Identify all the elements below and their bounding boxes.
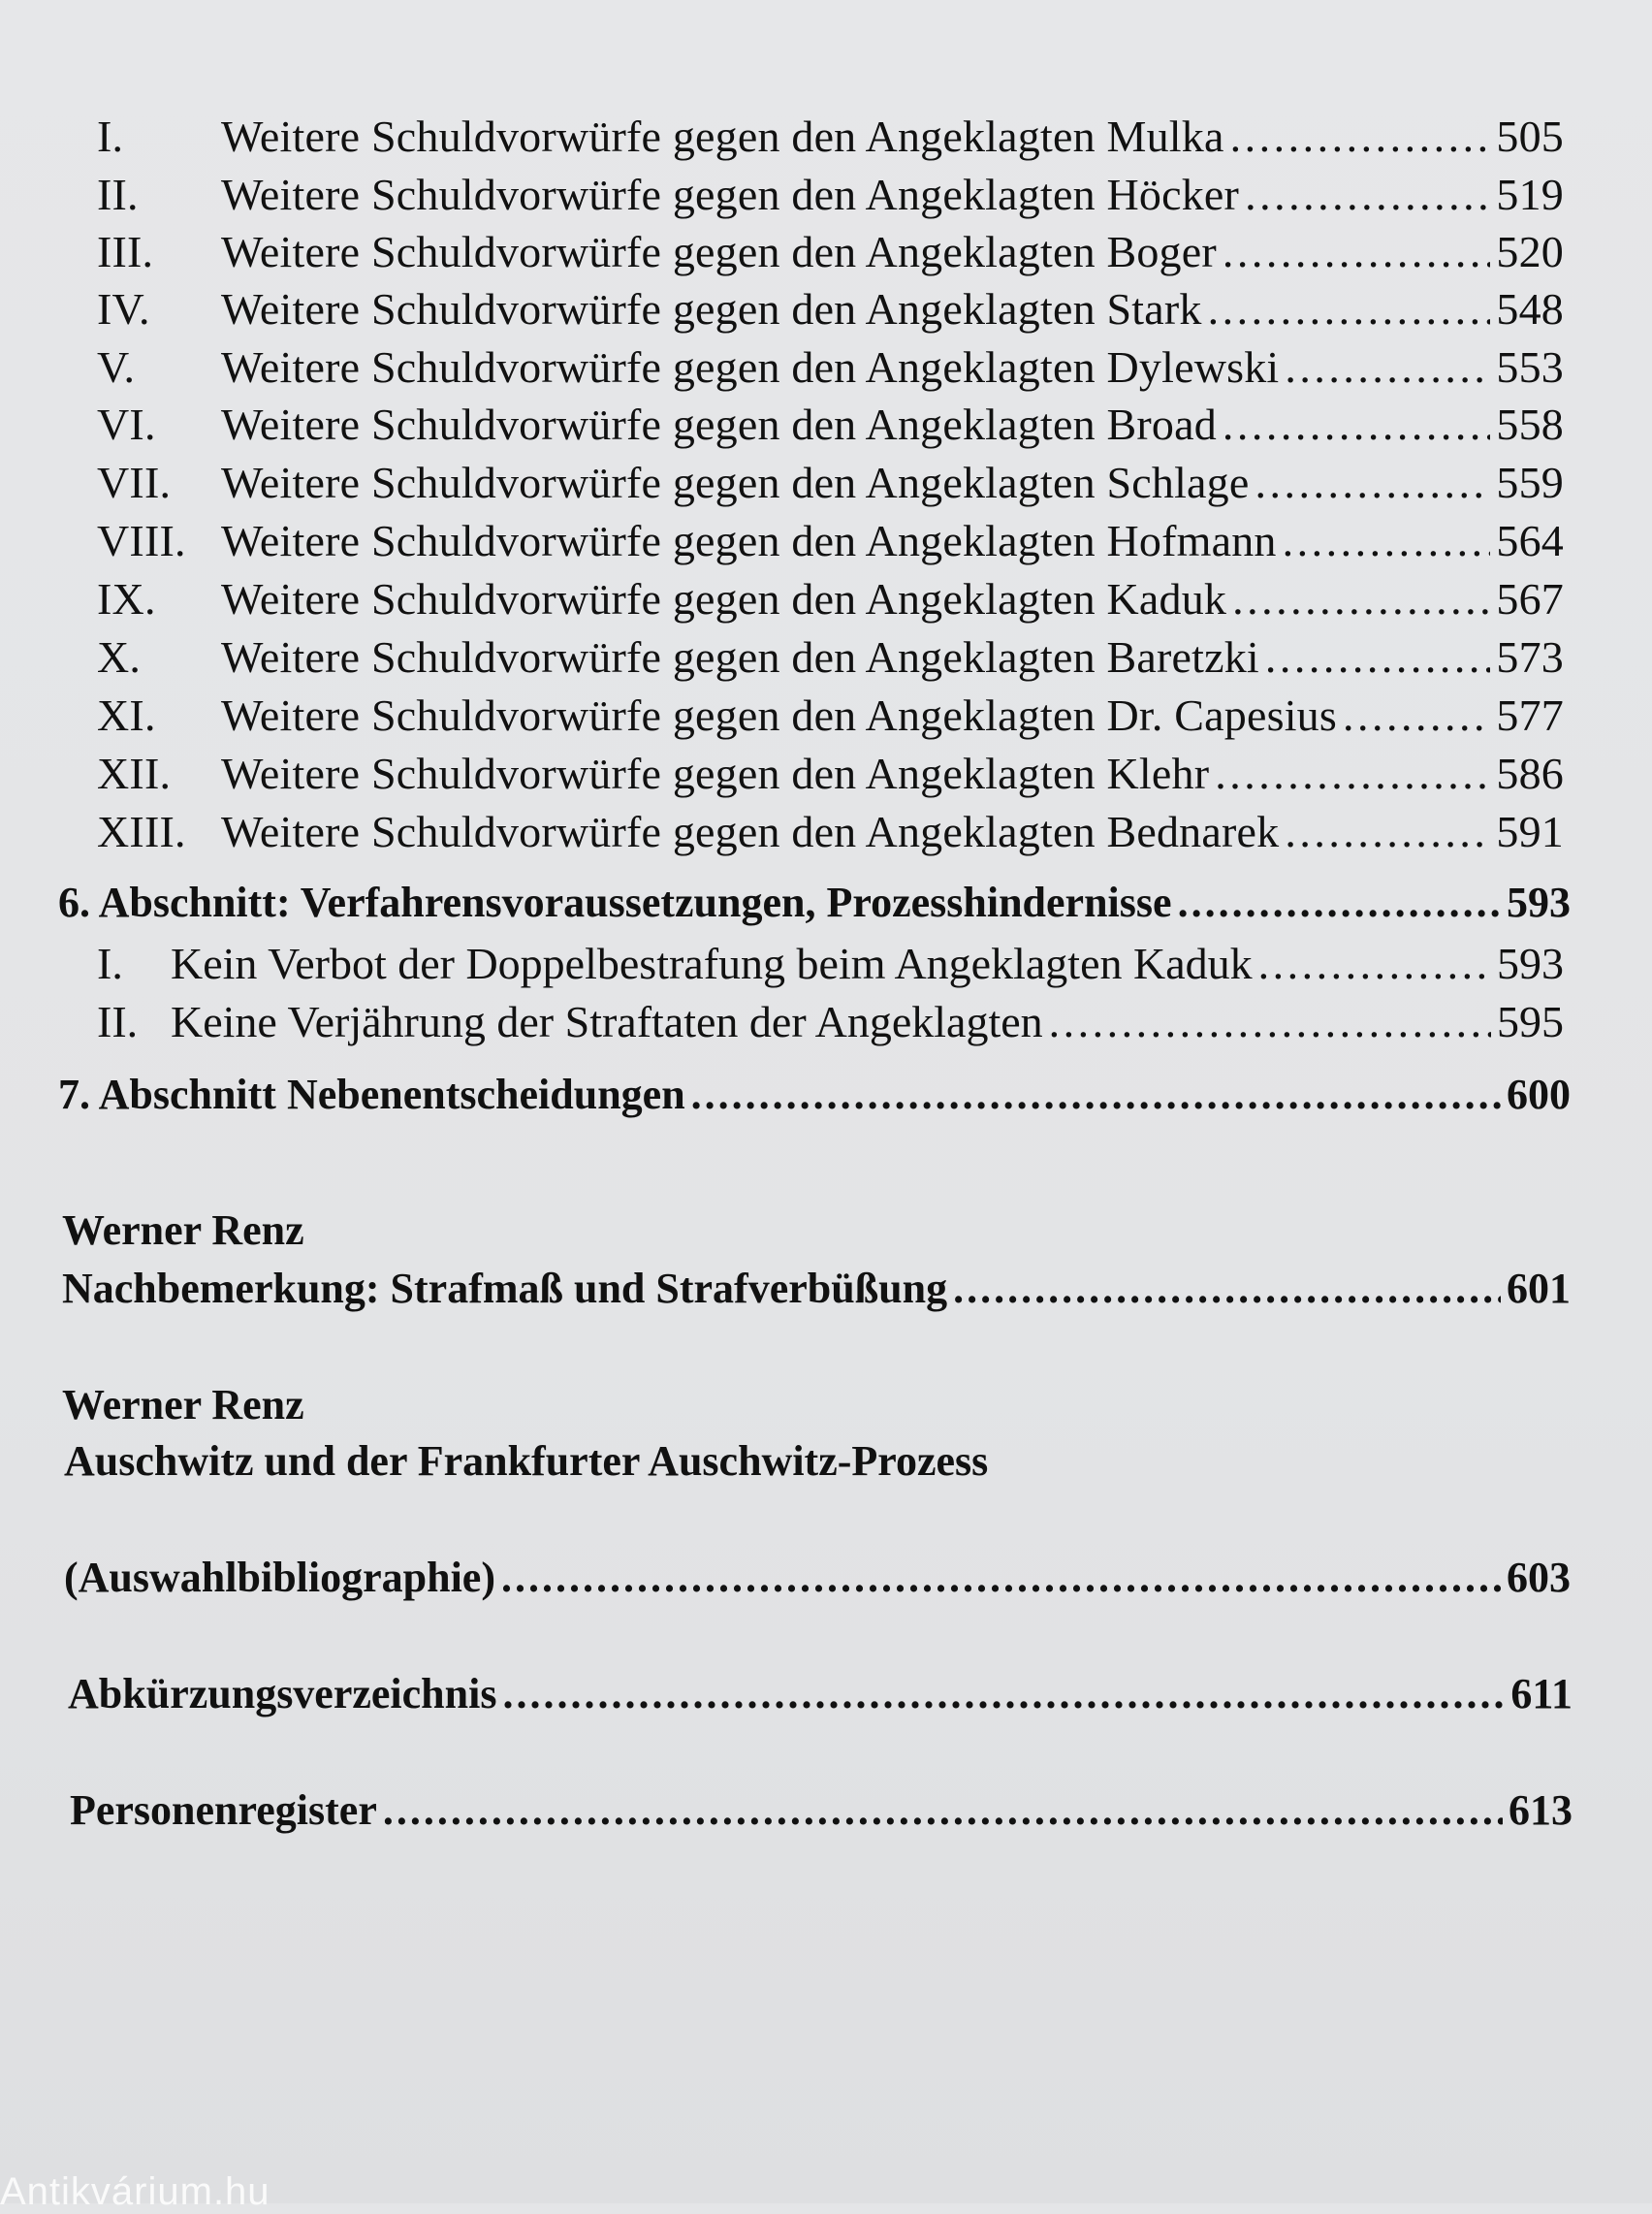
entry-page: 558 [1496, 400, 1564, 449]
toc-entry[interactable] [97, 994, 1564, 1050]
entry-page: 564 [1496, 516, 1564, 565]
entry-page: 595 [1497, 997, 1564, 1046]
entry-number: I. [97, 112, 124, 161]
toc-entry-abkuerzungen[interactable] [68, 1666, 1573, 1722]
dot-leader [501, 1550, 1501, 1606]
entry-title: Abkürzungsverzeichnis [68, 1670, 497, 1717]
dot-leader [1223, 224, 1490, 280]
entry-page: 577 [1496, 690, 1564, 740]
entry-page: 553 [1496, 342, 1564, 392]
entry-page: 559 [1496, 458, 1564, 507]
toc-entry[interactable] [97, 281, 1564, 337]
entry-page: 519 [1496, 170, 1564, 219]
entry-page: 505 [1496, 112, 1564, 161]
entry-title: Keine Verjährung der Straftaten der Angeklagten [171, 997, 1043, 1046]
entry-number: IX. [97, 574, 156, 624]
toc-entry[interactable] [97, 167, 1564, 223]
show-through-text [1575, 114, 1584, 155]
dot-leader [1285, 804, 1490, 860]
entry-number: IV. [97, 284, 150, 334]
entry-title: Weitere Schuldvorwürfe gegen den Angeklagten Stark [221, 284, 1202, 334]
entry-page: 586 [1496, 749, 1564, 798]
entry-title: Weitere Schuldvorwürfe gegen den Angeklagten Baretzki [221, 632, 1259, 682]
entry-title: Weitere Schuldvorwürfe gegen den Angeklagten Hofmann [221, 516, 1277, 565]
entry-title: Nachbemerkung: Strafmaß und Strafverbüßung [62, 1265, 948, 1312]
dot-leader [1223, 397, 1490, 453]
section-6-heading[interactable] [58, 873, 1571, 933]
dot-leader [1258, 936, 1491, 992]
toc-entry[interactable] [97, 629, 1564, 686]
entry-page: 591 [1496, 807, 1564, 856]
dot-leader [1245, 167, 1490, 223]
watermark: Antikvárium.hu [0, 2170, 270, 2213]
dot-leader [1283, 513, 1491, 569]
toc-entry-bibliographie[interactable] [64, 1550, 1571, 1606]
section-title: 7. Abschnitt Nebenentscheidungen [58, 1071, 685, 1118]
entry-title: Weitere Schuldvorwürfe gegen den Angeklagten Broad [221, 400, 1217, 449]
dot-leader [1230, 109, 1491, 165]
entry-title: Weitere Schuldvorwürfe gegen den Angeklagten Dr. Capesius [221, 690, 1337, 740]
entry-number: XI. [97, 690, 156, 740]
toc-entry[interactable] [97, 455, 1564, 511]
dot-leader [1232, 571, 1490, 627]
entry-page: 567 [1496, 574, 1564, 624]
section-page: 593 [1507, 879, 1571, 926]
section-page: 600 [1507, 1071, 1571, 1118]
entry-number: V. [97, 342, 136, 392]
toc-entry-nachbemerkung[interactable] [62, 1261, 1571, 1317]
dot-leader [1178, 873, 1501, 933]
toc-entry-personenregister[interactable] [70, 1782, 1573, 1839]
dot-leader [383, 1782, 1503, 1839]
entry-page: 593 [1497, 939, 1564, 988]
toc-entry[interactable] [97, 397, 1564, 453]
entry-number: II. [97, 997, 139, 1046]
entry-number: III. [97, 227, 154, 276]
entry-title: Kein Verbot der Doppelbestrafung beim Angeklagten Kaduk [171, 939, 1253, 988]
dot-leader [1208, 281, 1491, 337]
toc-entry[interactable] [97, 513, 1564, 569]
toc-entry[interactable] [97, 571, 1564, 627]
entry-title: Weitere Schuldvorwürfe gegen den Angeklagten Höcker [221, 170, 1240, 219]
entry-title: Weitere Schuldvorwürfe gegen den Angeklagten Dylewski [221, 342, 1280, 392]
dot-leader [1343, 688, 1490, 744]
entry-page: 573 [1496, 632, 1564, 682]
toc-entry[interactable] [97, 339, 1564, 396]
entry-title: Weitere Schuldvorwürfe gegen den Angeklagten Mulka [221, 112, 1224, 161]
entry-number: X. [97, 632, 142, 682]
dot-leader [953, 1261, 1501, 1317]
section-title: 6. Abschnitt: Verfahrensvoraussetzungen, Prozesshindernisse [58, 879, 1172, 926]
entry-page: 548 [1496, 284, 1564, 334]
entry-number: I. [97, 939, 123, 988]
entry-page: 520 [1496, 227, 1564, 276]
section-7-heading[interactable] [58, 1065, 1571, 1125]
dot-leader [691, 1065, 1501, 1125]
dot-leader [1265, 629, 1490, 686]
dot-leader [1215, 746, 1490, 802]
entry-number: VI. [97, 400, 156, 449]
dot-leader [1255, 455, 1491, 511]
dot-leader [502, 1666, 1505, 1722]
entry-title: Weitere Schuldvorwürfe gegen den Angeklagten Kaduk [221, 574, 1227, 624]
entry-title: Weitere Schuldvorwürfe gegen den Angeklagten Klehr [221, 749, 1210, 798]
entry-subtitle: (Auswahlbibliographie) [64, 1554, 495, 1601]
entry-number: VIII. [97, 516, 186, 565]
toc-entry[interactable] [97, 224, 1564, 280]
entry-page: 603 [1507, 1554, 1571, 1601]
entry-title: Weitere Schuldvorwürfe gegen den Angeklagten Boger [221, 227, 1217, 276]
entry-title: Weitere Schuldvorwürfe gegen den Angeklagten Bednarek [221, 807, 1280, 856]
entry-page: 613 [1509, 1786, 1573, 1834]
toc-entry[interactable] [97, 746, 1564, 802]
author-name: Werner Renz [62, 1206, 304, 1254]
entry-number: II. [97, 170, 139, 219]
entry-number: VII. [97, 458, 172, 507]
toc-entry[interactable] [97, 688, 1564, 744]
toc-entry[interactable] [97, 804, 1564, 860]
entry-number: XII. [97, 749, 172, 798]
entry-page: 601 [1507, 1265, 1571, 1312]
author-name: Werner Renz [62, 1381, 304, 1428]
entry-title: Personenregister [70, 1786, 377, 1834]
entry-title: Auschwitz und der Frankfurter Auschwitz-Prozess [64, 1437, 989, 1485]
entry-title: Weitere Schuldvorwürfe gegen den Angeklagten Schlage [221, 458, 1250, 507]
toc-entry[interactable] [97, 109, 1564, 165]
dot-leader [1049, 994, 1491, 1050]
dot-leader [1285, 339, 1490, 396]
entry-page: 611 [1510, 1670, 1573, 1717]
toc-entry[interactable] [97, 936, 1564, 992]
entry-number: XIII. [97, 807, 186, 856]
